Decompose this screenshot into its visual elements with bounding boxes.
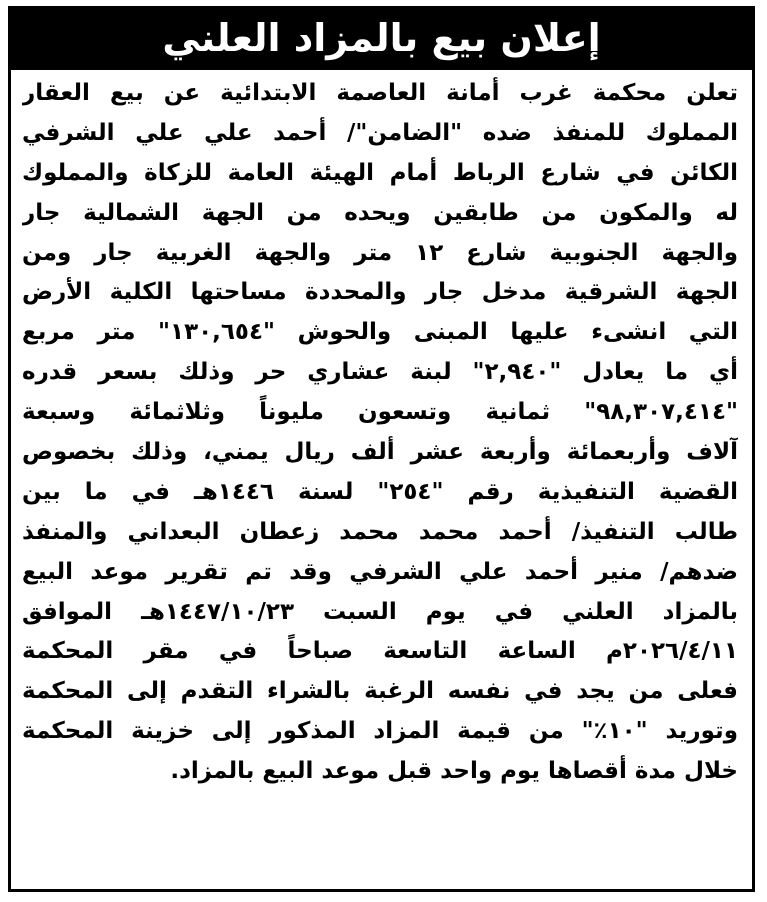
notice-line: فعلى من يجد في نفسه الرغبة بالشراء التقدم إلى المحكمة bbox=[22, 678, 738, 705]
notice-title-bar bbox=[8, 6, 755, 70]
notice-line: آلاف وأربعمائة وأربعة عشر ألف ريال يمني، وذلك بخصوص bbox=[22, 439, 738, 466]
notice-line: طالب التنفيذ/ أحمد محمد محمد زعطان البعداني والمنفذ bbox=[22, 518, 738, 545]
notice-line: أي ما يعادل "٢,٩٤٠" لبنة عشاري حر وذلك بسعر قدره bbox=[22, 359, 738, 386]
notice-line: المملوك للمنفذ ضده "الضامن"/ أحمد علي علي الشرفي bbox=[22, 119, 738, 146]
notice-body bbox=[22, 74, 738, 792]
notice-line: والجهة الجنوبية شارع ١٢ متر والجهة الغربية جار ومن bbox=[22, 239, 738, 266]
notice-title: إعلان بيع بالمزاد العلني bbox=[162, 16, 601, 60]
notice-line: "٩٨,٣٠٧,٤١٤" ثمانية وتسعون مليوناً وثلاثمائة وسبعة bbox=[22, 399, 738, 426]
notice-line: وتوريد "١٠٪" من قيمة المزاد المذكور إلى خزينة المحكمة bbox=[22, 718, 738, 745]
notice-line: القضية التنفيذية رقم "٢٥٤" لسنة ١٤٤٦هـ في ما بين bbox=[22, 478, 738, 505]
notice-line-last: خلال مدة أقصاها يوم واحد قبل موعد البيع بالمزاد. bbox=[170, 758, 738, 785]
notice-line: ٢٠٢٦/٤/١١م الساعة التاسعة صباحاً في مقر المحكمة bbox=[22, 638, 738, 665]
notice-line: ضدهم/ منير أحمد علي الشرفي وقد تم تقرير موعد البيع bbox=[22, 558, 738, 585]
notice-line: التي انشىء عليها المبنى والحوش "١٣٠,٦٥٤" متر مربع bbox=[22, 319, 738, 346]
notice-line: تعلن محكمة غرب أمانة العاصمة الابتدائية عن بيع العقار bbox=[22, 80, 738, 106]
notice-line: الجهة الشرقية مدخل جار والمحددة مساحتها الكلية الأرض bbox=[22, 279, 738, 306]
notice-line: بالمزاد العلني في يوم السبت ١٤٤٧/١٠/٢٣هـ الموافق bbox=[22, 598, 738, 625]
notice-line: الكائن في شارع الرباط أمام الهيئة العامة للزكاة والمملوك bbox=[22, 159, 738, 186]
notice-line: له والمكون من طابقين ويحده من الجهة الشمالية جار bbox=[22, 199, 738, 226]
